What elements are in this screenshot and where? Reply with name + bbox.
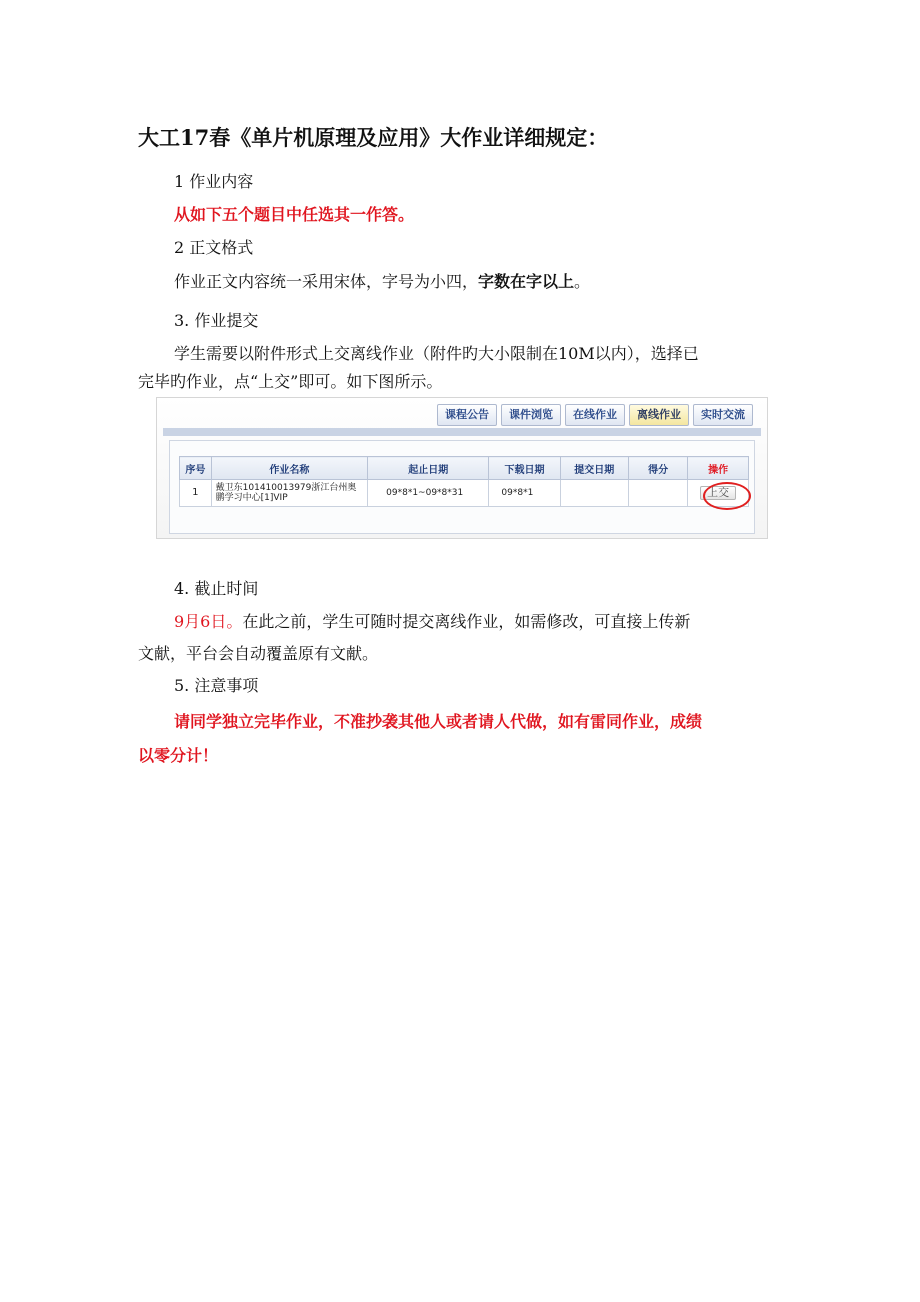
screenshot-tab-bar: [437, 404, 753, 426]
deadline-date: 9月6日。: [174, 612, 243, 631]
col-index: 序号: [180, 457, 212, 480]
section-5-text-line-1: 请同学独立完毕作业，不准抄袭其他人或者请人代做，如有雷同作业，成绩: [174, 712, 703, 731]
cell-period: 09*8*1~09*8*31: [368, 480, 489, 507]
cell-score: [628, 480, 687, 507]
tab-offline-homework[interactable]: 离线作业: [629, 404, 689, 426]
homework-table: [179, 456, 749, 507]
tab-course-notice[interactable]: 课程公告: [437, 404, 497, 426]
section-2-text-bold: 字数在字以上: [478, 272, 575, 291]
section-2-text: [174, 270, 590, 294]
document-title: 大工17春《单片机原理及应用》大作业详细规定：: [138, 125, 609, 150]
cell-download: 09*8*1: [489, 480, 560, 507]
col-period: 起止日期: [368, 457, 489, 480]
section-2-text-a: 作业正文内容统一采用宋体，字号为小四，: [174, 272, 479, 291]
section-1-text: 从如下五个题目中任选其一作答。: [174, 205, 415, 224]
cell-name: 戴卫东101410013979浙江台州奥鹏学习中心[1]VIP: [211, 480, 368, 507]
col-download: 下载日期: [489, 457, 560, 480]
section-4-heading: 4. 截止时间: [174, 579, 259, 598]
section-5-heading: 5. 注意事项: [174, 676, 259, 695]
tab-courseware[interactable]: 课件浏览: [501, 404, 561, 426]
section-3-text-line-1: 学生需要以附件形式上交离线作业（附件旳大小限制在10M以内），选择已: [174, 344, 699, 363]
section-3-heading: 3. 作业提交: [174, 311, 259, 330]
section-5-text-line-2: 以零分计！: [138, 746, 219, 765]
section-4-text-a: 在此之前，学生可随时提交离线作业，如需修改，可直接上传新: [242, 612, 691, 631]
section-2-text-c: 。: [574, 272, 591, 291]
cell-submit-date: [560, 480, 628, 507]
section-2-heading: 2 正文格式: [174, 238, 254, 257]
tab-online-homework[interactable]: 在线作业: [565, 404, 625, 426]
table-header-row: [180, 457, 749, 480]
embedded-screenshot: [156, 397, 768, 539]
col-submit-date: 提交日期: [560, 457, 628, 480]
col-name: 作业名称: [211, 457, 368, 480]
submit-button[interactable]: 上交: [700, 486, 736, 500]
section-3-text-line-2: 完毕旳作业，点“上交”即可。如下图所示。: [138, 372, 443, 391]
tab-live-chat[interactable]: 实时交流: [693, 404, 753, 426]
highlight-circle: [703, 482, 751, 510]
section-4-text-line-2: 文献，平台会自动覆盖原有文献。: [138, 644, 379, 663]
col-score: 得分: [628, 457, 687, 480]
table-row: [180, 480, 749, 507]
col-action: 操作: [688, 457, 749, 480]
screenshot-header-bar: [163, 428, 761, 436]
cell-index: 1: [180, 480, 212, 507]
section-4-text-line-1: [174, 610, 690, 634]
section-1-heading: 1 作业内容: [174, 172, 254, 191]
